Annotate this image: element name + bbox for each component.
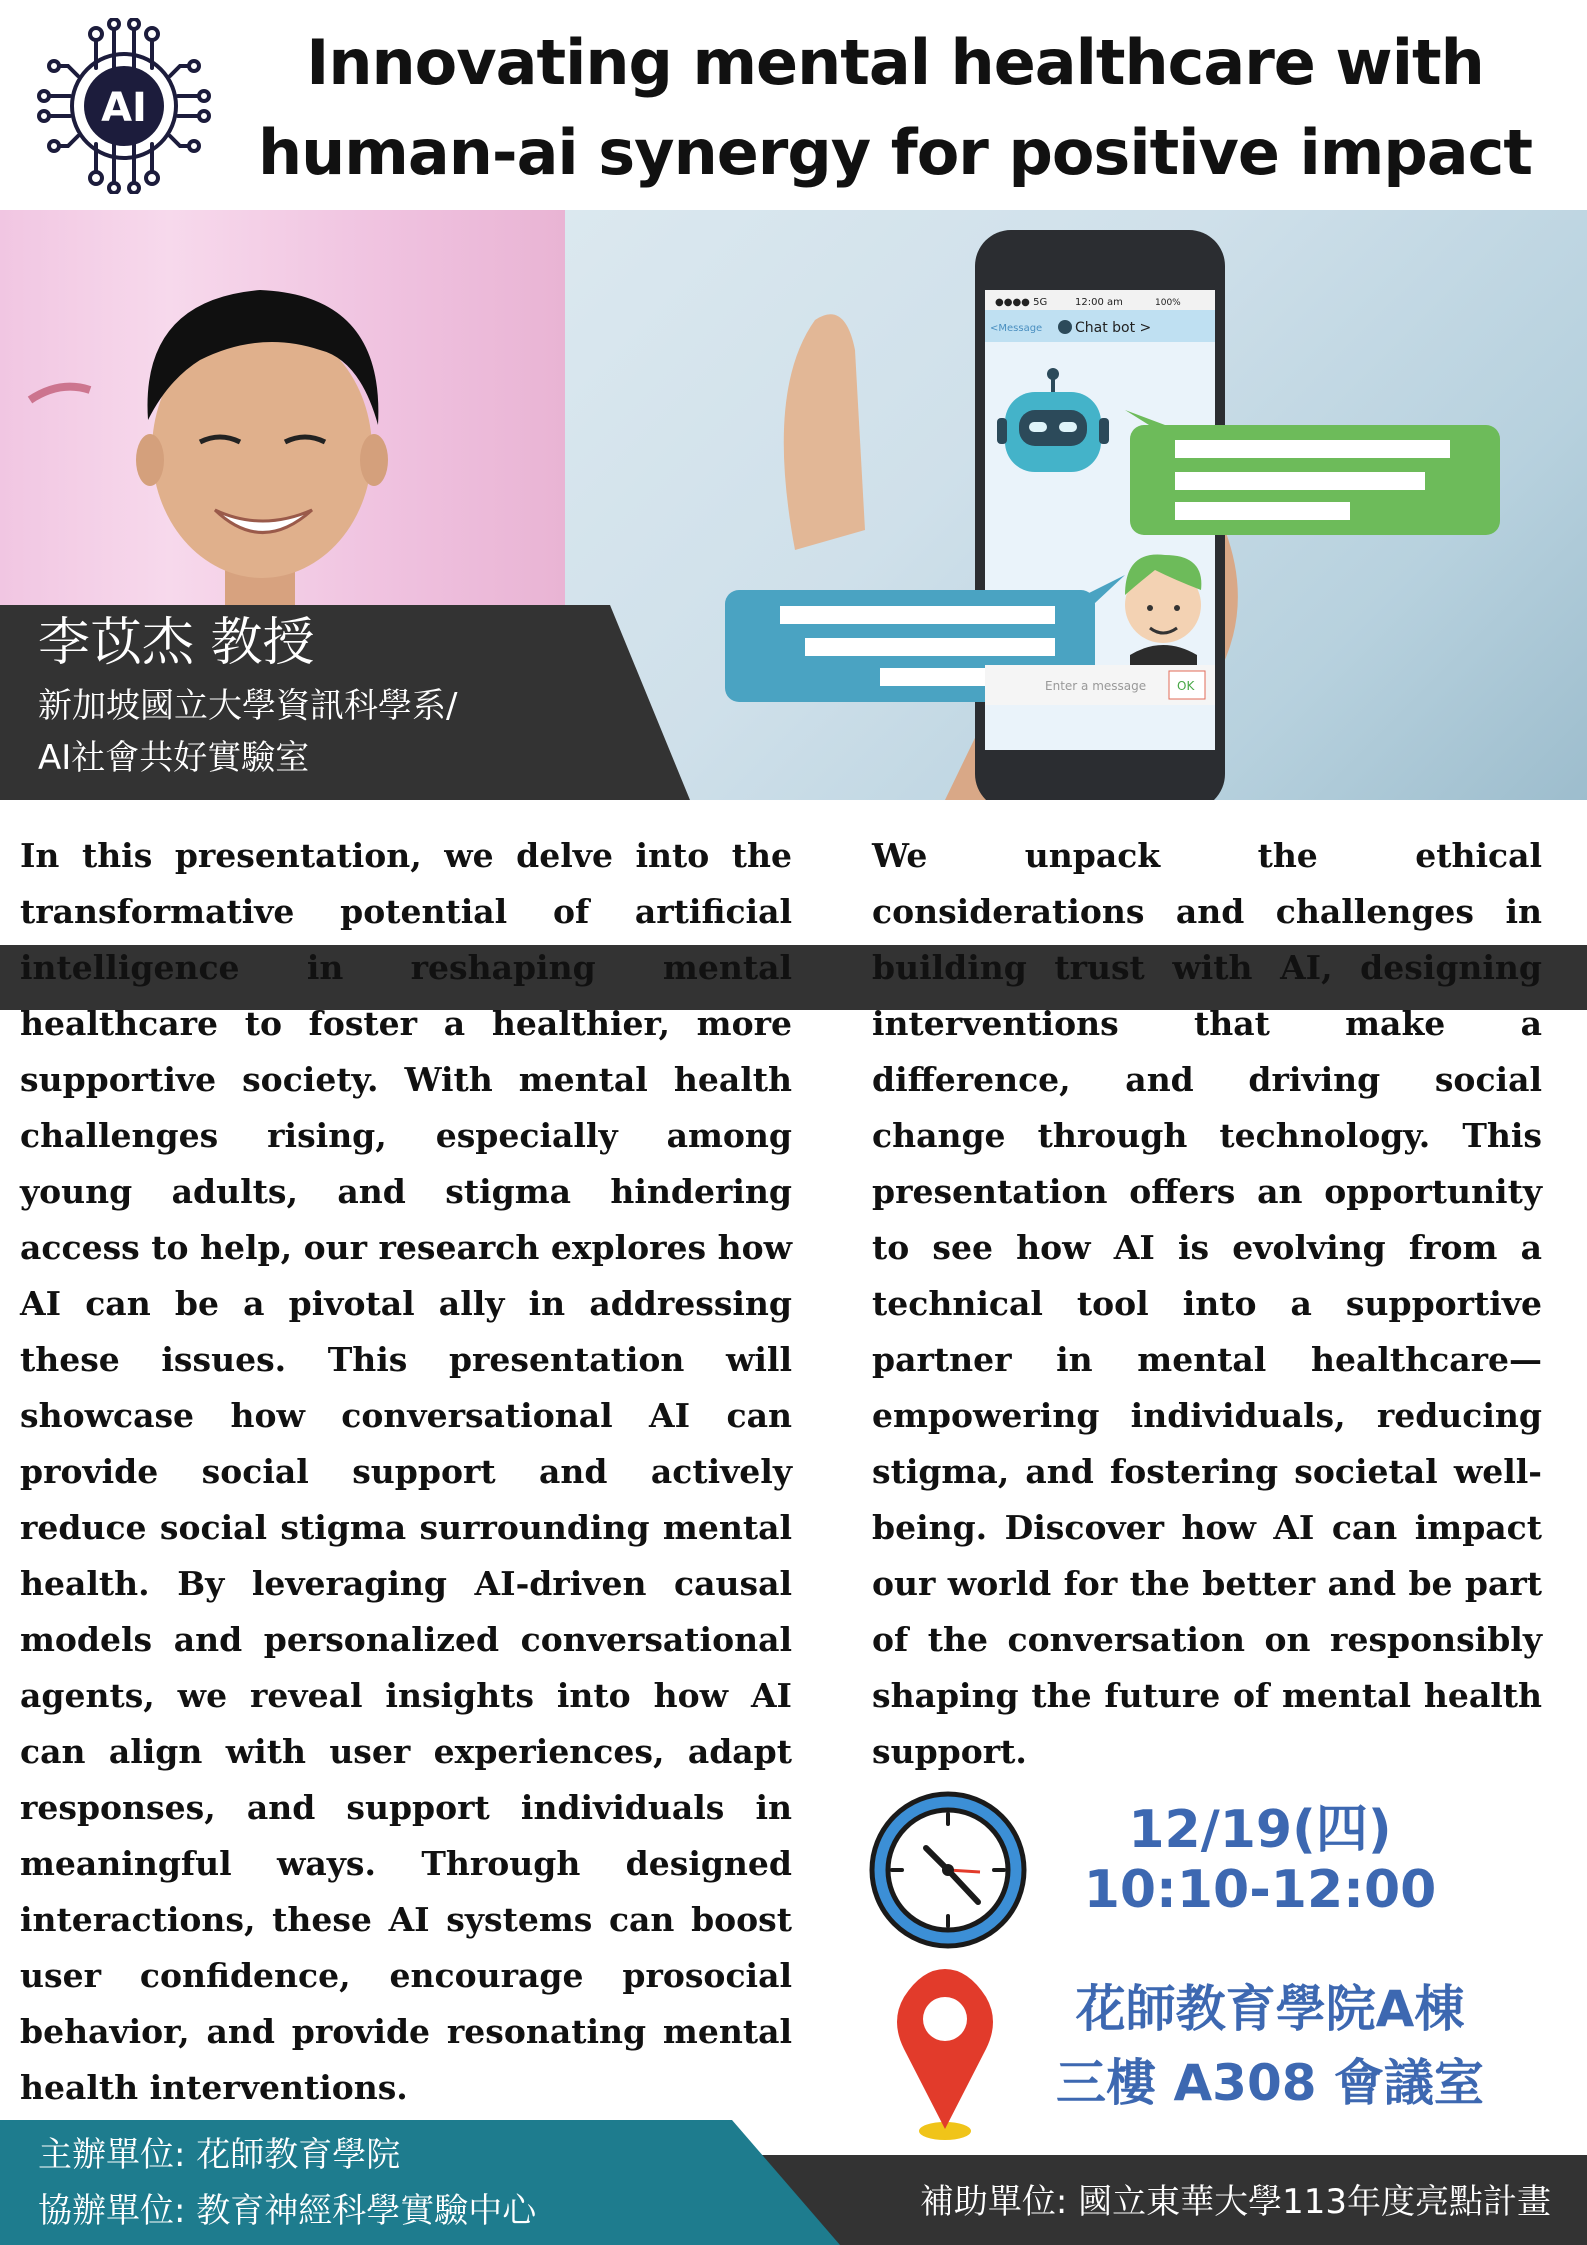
phone-battery: 100% (1155, 298, 1181, 308)
chat-ok-button: OK (1177, 679, 1195, 693)
abstract-right-column: We unpack the ethical considerations and challenges in building trust with AI, designing interventions that make a difference, and driving social change through technology. This presentation offers an opportunity to see how AI is evolving from a technical tool into a supportive partner in mental healthcare—empowering individuals, reducing stigma, and fostering societal well-being. Discover how AI can impact our world for the better and be part of the conversation on responsibly shaping the future of mental health support. (872, 836, 1542, 1771)
phone-time: 12:00 am (1075, 297, 1123, 308)
event-date: 12/19(四) (1128, 1800, 1392, 1860)
phone-network: 5G (1033, 297, 1048, 308)
location-pin-icon (890, 1965, 1000, 2145)
location-line-2: 三樓 A308 會議室 (1056, 2054, 1484, 2112)
chatbot-illustration (565, 210, 1587, 800)
event-time: 10:10-12:00 (1083, 1860, 1437, 1920)
chat-back-link: <Message (990, 323, 1043, 334)
ai-circuit-logo-icon (34, 18, 214, 194)
abstract-left-column: In this presentation, we delve into the transformative potential of artificial intelligence in reshaping mental healthcare to foster a healthier, more supportive society. With mental health challenges rising, especially among young adults, and stigma hindering access to help, our research explores how AI can be a pivotal ally in addressing these issues. This presentation will showcase how conversational AI can provide social support and actively reduce social stigma surrounding mental health. By leveraging AI-driven causal models and personalized conversational agents, we reveal insights into how AI can align with user experiences, adapt responses, and support individuals in meaningful ways. Through designed interactions, these AI systems can boost user confidence, encourage prosocial behavior, and provide resonating mental health interventions. (20, 836, 792, 2107)
location-line-1: 花師教育學院A棟 (1075, 1980, 1465, 2038)
organizers (38, 2127, 536, 2239)
page-title (230, 18, 1560, 198)
chat-input-placeholder: Enter a message (1045, 679, 1147, 693)
organizer: 主辦單位: 花師教育學院 (38, 2135, 401, 2175)
clock-icon (868, 1790, 1028, 1950)
title-line-2: human-ai synergy for positive impact (258, 116, 1532, 189)
event-datetime (1050, 1800, 1470, 1920)
affiliation-line-2: AI社會共好實驗室 (38, 738, 310, 778)
speaker-affiliation (38, 680, 457, 784)
affiliation-line-1: 新加坡國立大學資訊科學系/ (38, 686, 458, 726)
speaker-name: 李苡杰 教授 (38, 613, 315, 673)
user-avatar-icon (1125, 555, 1201, 671)
sponsor: 補助單位: 國立東華大學113年度亮點計畫 (919, 2182, 1551, 2222)
poster-header (0, 0, 1587, 210)
logo-text: AI (101, 85, 147, 131)
chat-title: Chat bot > (1075, 320, 1152, 336)
svg-text:●●●● 5G: ●●●● 5G (995, 297, 1048, 308)
co-organizer: 協辦單位: 教育神經科學實驗中心 (38, 2191, 537, 2231)
event-location (1030, 1972, 1510, 2120)
title-line-1: Innovating mental healthcare with (306, 26, 1484, 99)
